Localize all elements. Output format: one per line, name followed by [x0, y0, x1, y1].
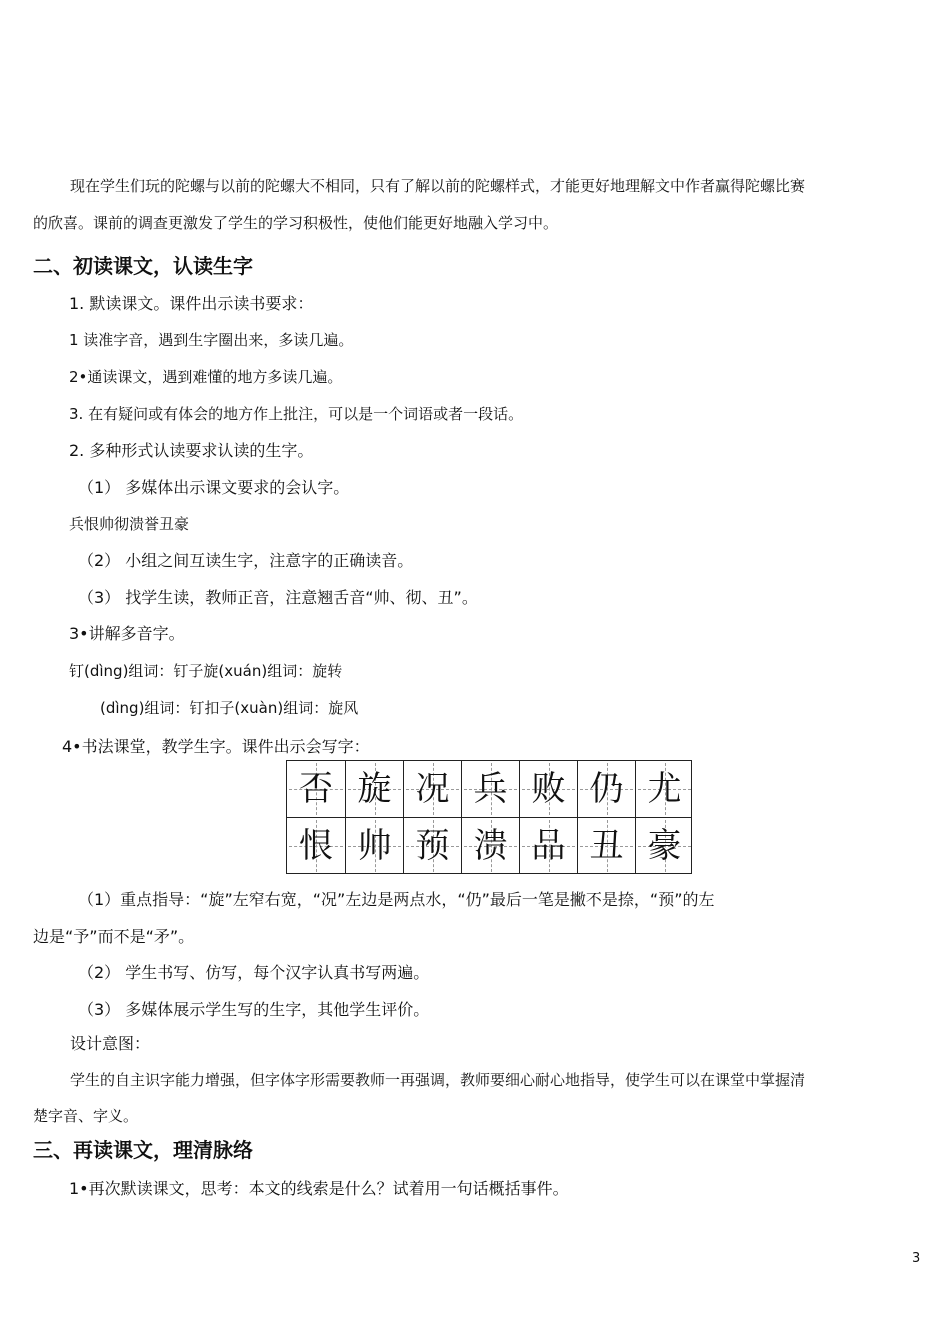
grid-cell — [287, 818, 345, 874]
page-number: 3 — [912, 1251, 921, 1266]
grid-cell — [577, 818, 635, 874]
grid-cell — [577, 761, 635, 817]
grid-character: 况 — [415, 769, 450, 809]
grid-cell — [635, 818, 693, 874]
polyphone-line-1: 钉(dìng)组词：钉子旋(xuán)组词：旋转 — [69, 662, 343, 680]
step-4: 4•书法课堂，教学生字。课件出示会写字： — [62, 737, 370, 756]
recognition-characters: 兵恨帅彻溃誉丑豪 — [69, 515, 190, 533]
grid-character: 丑 — [589, 826, 624, 866]
grid-character: 豪 — [647, 826, 682, 866]
reading-requirement-2: 2•通读课文，遇到难懂的地方多读几遍。 — [69, 368, 343, 386]
grid-character: 兵 — [473, 769, 508, 809]
design-intent-line-1: 学生的自主识字能力增强，但字体字形需要教师一再强调，教师要细心耐心地指导，使学生可以在课堂中掌握清 — [70, 1071, 806, 1089]
sub-step-1: （1） 多媒体出示课文要求的会认字。 — [78, 478, 350, 497]
design-intent-label: 设计意图： — [70, 1034, 151, 1053]
reading-requirement-1: 1 读准字音，遇到生字圈出来，多读几遍。 — [69, 331, 354, 349]
step-2: 2. 多种形式认读要求认读的生字。 — [69, 441, 314, 460]
step-3: 3•讲解多音字。 — [69, 624, 185, 643]
grid-character: 溃 — [473, 826, 508, 866]
guidance-2: （2） 学生书写、仿写，每个汉字认真书写两遍。 — [78, 963, 430, 982]
writing-grid-row-1 — [287, 761, 691, 817]
guidance-1-line-1: （1）重点指导：“旋”左窄右宽，“况”左边是两点水，“仍”最后一笔是撇不是捺，“预”的左 — [78, 890, 715, 909]
intro-line-1: 现在学生们玩的陀螺与以前的陀螺大不相同，只有了解以前的陀螺样式，才能更好地理解文中作者赢得陀螺比赛 — [70, 177, 806, 195]
intro-line-2: 的欣喜。课前的调查更激发了学生的学习积极性，使他们能更好地融入学习中。 — [33, 214, 559, 232]
section-3-step-1: 1•再次默读课文，思考：本文的线索是什么？试着用一句话概括事件。 — [69, 1179, 569, 1198]
grid-character: 旋 — [357, 769, 392, 809]
grid-character: 败 — [531, 769, 566, 809]
section-2-heading: 二、初读课文，认读生字 — [33, 254, 253, 278]
grid-character: 品 — [531, 826, 566, 866]
grid-character: 仍 — [589, 769, 624, 809]
writing-grid-row-2 — [287, 817, 691, 874]
sub-step-3: （3） 找学生读，教师正音，注意翘舌音“帅、彻、丑”。 — [78, 588, 478, 607]
sub-step-2: （2） 小组之间互读生字，注意字的正确读音。 — [78, 551, 414, 570]
design-intent-line-2: 楚字音、字义。 — [33, 1107, 139, 1125]
grid-character: 恨 — [299, 826, 333, 866]
grid-character: 帅 — [357, 826, 392, 866]
grid-cell — [345, 761, 403, 817]
guidance-1-line-2: 边是“予”而不是“矛”。 — [33, 927, 195, 946]
grid-cell — [519, 761, 577, 817]
grid-cell — [345, 818, 403, 874]
grid-cell — [519, 818, 577, 874]
grid-character: 否 — [299, 769, 333, 809]
guidance-3: （3） 多媒体展示学生写的生字，其他学生评价。 — [78, 1000, 430, 1019]
grid-cell — [461, 818, 519, 874]
polyphone-line-2: (dìng)组词：钉扣子(xuàn)组词：旋风 — [100, 699, 359, 717]
grid-cell — [287, 761, 345, 817]
grid-cell — [403, 761, 461, 817]
section-3-heading: 三、再读课文，理清脉络 — [33, 1138, 253, 1162]
step-1: 1. 默读课文。课件出示读书要求： — [69, 294, 314, 313]
grid-character: 尤 — [647, 769, 682, 809]
grid-character: 预 — [415, 826, 450, 866]
grid-cell — [403, 818, 461, 874]
grid-cell — [461, 761, 519, 817]
writing-grid — [286, 760, 692, 874]
grid-cell — [635, 761, 693, 817]
reading-requirement-3: 3. 在有疑问或有体会的地方作上批注，可以是一个词语或者一段话。 — [69, 405, 524, 423]
